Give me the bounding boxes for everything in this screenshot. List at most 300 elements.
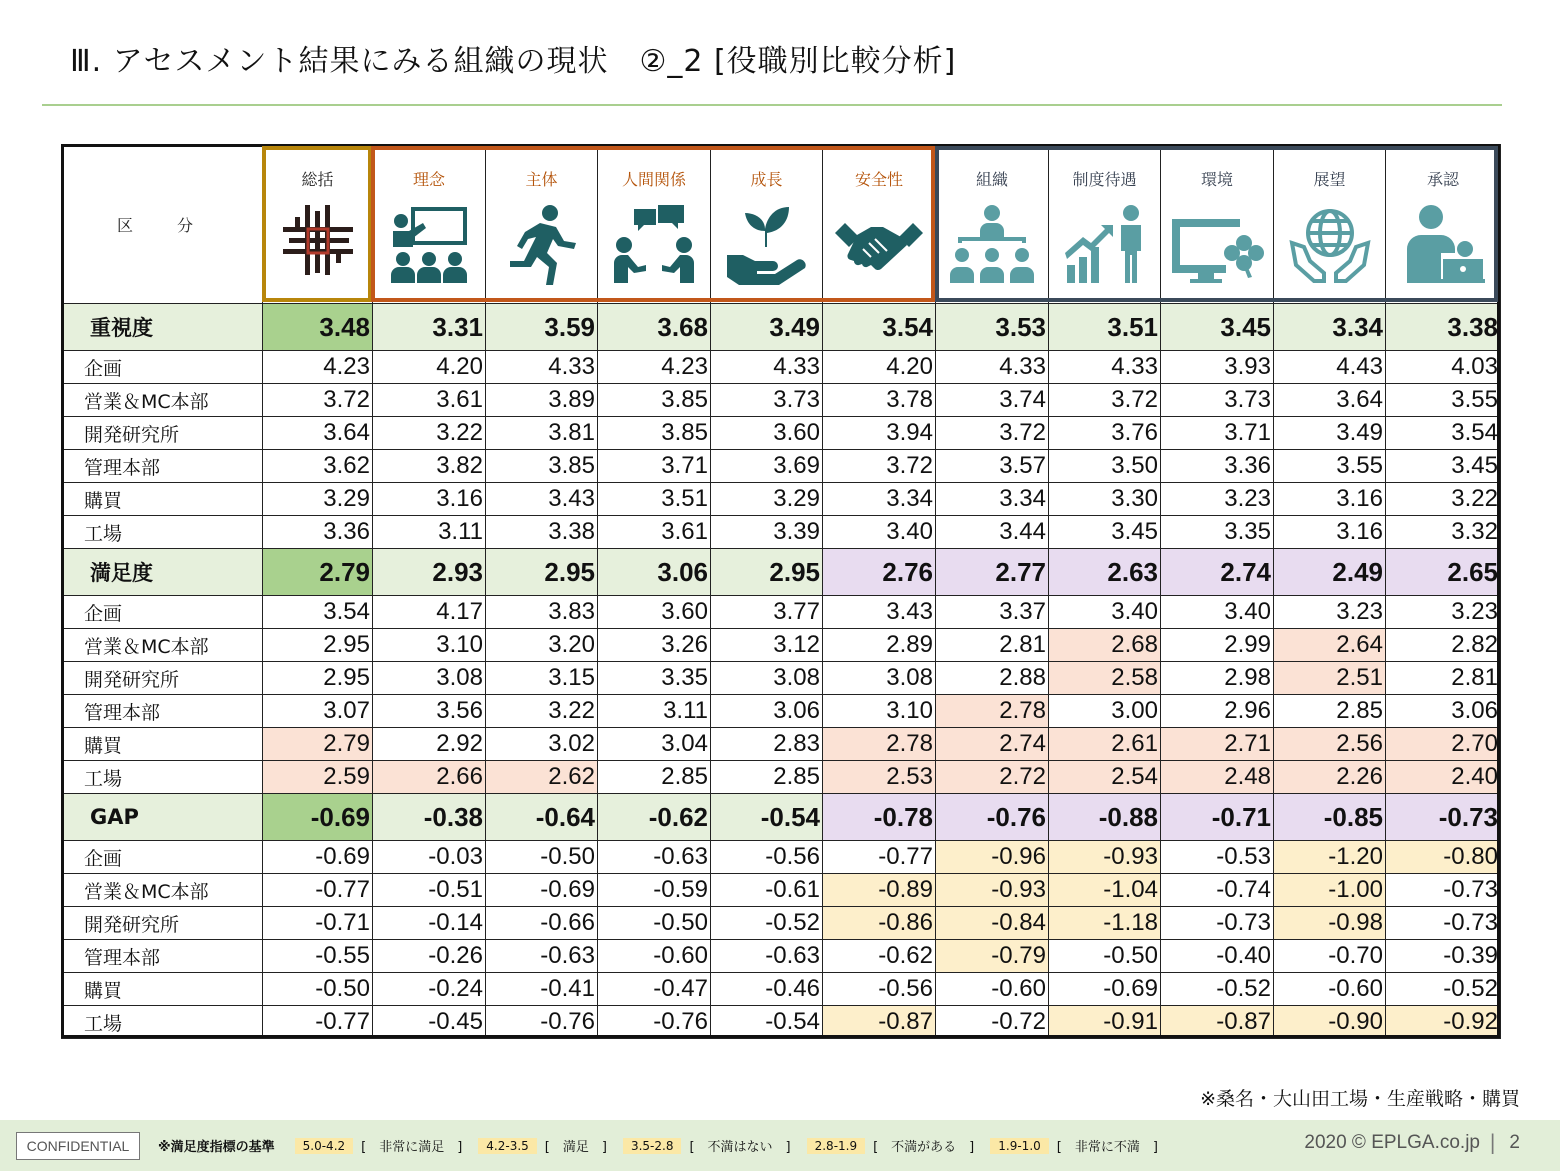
table-row (62, 907, 1501, 940)
value-cell: 4.23 (263, 351, 373, 384)
value-cell: -0.55 (263, 940, 373, 973)
col-label: 環境 (1200, 170, 1233, 189)
value-cell: -0.71 (263, 907, 373, 940)
runner-icon (500, 203, 584, 287)
value-cell: -0.77 (263, 874, 373, 907)
value-cell: -0.60 (936, 973, 1049, 1006)
value-cell: 3.60 (598, 596, 711, 629)
value-cell: 3.94 (823, 417, 936, 450)
col-label: 成長 (750, 170, 783, 189)
conversation-icon (612, 203, 696, 287)
value-cell: 3.40 (1161, 596, 1274, 629)
value-cell: 4.33 (486, 351, 598, 384)
value-cell: 3.00 (1049, 695, 1161, 728)
value-cell: -0.69 (486, 874, 598, 907)
value-cell: -0.52 (711, 907, 823, 940)
value-cell: 3.78 (823, 384, 936, 417)
value-cell: 2.74 (936, 728, 1049, 761)
summary-cell: -0.85 (1274, 794, 1386, 841)
table-row (62, 516, 1501, 549)
presentation-icon (387, 203, 471, 287)
value-cell: -0.50 (1049, 940, 1161, 973)
value-cell: 3.54 (1386, 417, 1501, 450)
table-row (62, 874, 1501, 907)
section-label: GAP (62, 794, 263, 841)
corner-label: 区 分 (62, 145, 263, 304)
summary-cell: 2.79 (263, 549, 373, 596)
value-cell: 3.08 (823, 662, 936, 695)
value-cell: -0.80 (1386, 841, 1501, 874)
value-cell: -0.69 (1049, 973, 1161, 1006)
value-cell: 3.36 (1161, 450, 1274, 483)
legend-range: 3.5-2.8 (623, 1138, 682, 1154)
value-cell: 2.92 (373, 728, 486, 761)
value-cell: 3.23 (1161, 483, 1274, 516)
summary-cell: 3.48 (263, 304, 373, 351)
legend-desc: [ 不満はない ] (689, 1140, 791, 1155)
assessment-table (61, 144, 1501, 1039)
col-label: 安全性 (854, 170, 903, 189)
col-header-compensation (1049, 145, 1161, 304)
value-cell: 3.55 (1274, 450, 1386, 483)
value-cell: 3.85 (598, 417, 711, 450)
department-label: 管理本部 (62, 940, 263, 973)
title-divider (42, 104, 1502, 106)
value-cell: -0.79 (936, 940, 1049, 973)
value-cell: -0.63 (711, 940, 823, 973)
value-cell: 3.45 (1049, 516, 1161, 549)
table-row (62, 384, 1501, 417)
value-cell: -0.52 (1386, 973, 1501, 1006)
summary-cell: 2.65 (1386, 549, 1501, 596)
handshake-icon (833, 203, 925, 287)
value-cell: -0.87 (1161, 1006, 1274, 1039)
value-cell: 3.64 (1274, 384, 1386, 417)
value-cell: 3.73 (1161, 384, 1274, 417)
value-cell: 3.73 (711, 384, 823, 417)
value-cell: 3.57 (936, 450, 1049, 483)
summary-cell: 2.76 (823, 549, 936, 596)
department-label: 工場 (62, 516, 263, 549)
copyright: 2020 © EPLGA.co.jp (1304, 1132, 1480, 1153)
value-cell: 2.95 (263, 662, 373, 695)
summary-cell: 2.77 (936, 549, 1049, 596)
value-cell: -0.91 (1049, 1006, 1161, 1039)
summary-cell: -0.88 (1049, 794, 1161, 841)
value-cell: 4.23 (598, 351, 711, 384)
col-label: 展望 (1313, 170, 1346, 189)
value-cell: 3.26 (598, 629, 711, 662)
value-cell: 3.35 (1161, 516, 1274, 549)
value-cell: 2.83 (711, 728, 823, 761)
value-cell: 3.43 (823, 596, 936, 629)
value-cell: 2.95 (263, 629, 373, 662)
value-cell: -0.93 (936, 874, 1049, 907)
summary-cell: 2.74 (1161, 549, 1274, 596)
value-cell: 4.33 (936, 351, 1049, 384)
summary-cell: -0.62 (598, 794, 711, 841)
section-label: 満足度 (62, 549, 263, 596)
globe-hands-icon (1288, 203, 1372, 287)
value-cell: -1.00 (1274, 874, 1386, 907)
value-cell: 2.66 (373, 761, 486, 794)
confidential-badge: CONFIDENTIAL (16, 1132, 140, 1160)
table-body (62, 304, 1501, 1039)
value-cell: 2.68 (1049, 629, 1161, 662)
table-row (62, 450, 1501, 483)
value-cell: 2.78 (936, 695, 1049, 728)
value-cell: 3.50 (1049, 450, 1161, 483)
value-cell: 3.12 (711, 629, 823, 662)
table-row (62, 973, 1501, 1006)
col-header-initiative (486, 145, 598, 304)
summary-cell: 3.59 (486, 304, 598, 351)
value-cell: 3.38 (486, 516, 598, 549)
value-cell: -0.39 (1386, 940, 1501, 973)
value-cell: -0.98 (1274, 907, 1386, 940)
page-title: Ⅲ. アセスメント結果にみる組織の現状 ②_2 [役職別比較分析] (70, 44, 957, 79)
value-cell: 3.72 (263, 384, 373, 417)
value-cell: -0.84 (936, 907, 1049, 940)
value-cell: 3.54 (263, 596, 373, 629)
col-label: 組織 (975, 170, 1008, 189)
value-cell: 3.22 (1386, 483, 1501, 516)
value-cell: 3.06 (1386, 695, 1501, 728)
value-cell: -0.46 (711, 973, 823, 1006)
summary-cell: 3.68 (598, 304, 711, 351)
value-cell: 2.82 (1386, 629, 1501, 662)
value-cell: 2.51 (1274, 662, 1386, 695)
value-cell: -0.50 (486, 841, 598, 874)
department-label: 企画 (62, 841, 263, 874)
value-cell: 3.72 (936, 417, 1049, 450)
value-cell: 3.71 (598, 450, 711, 483)
value-cell: -0.52 (1161, 973, 1274, 1006)
value-cell: 3.74 (936, 384, 1049, 417)
value-cell: -0.50 (263, 973, 373, 1006)
legend-desc: [ 満足 ] (544, 1140, 607, 1155)
department-label: 工場 (62, 1006, 263, 1039)
legend-range: 4.2-3.5 (478, 1138, 537, 1154)
value-cell: 4.20 (823, 351, 936, 384)
value-cell: -0.53 (1161, 841, 1274, 874)
value-cell: 2.99 (1161, 629, 1274, 662)
value-cell: 2.96 (1161, 695, 1274, 728)
value-cell: 3.61 (373, 384, 486, 417)
table-row (62, 662, 1501, 695)
value-cell: 3.23 (1274, 596, 1386, 629)
value-cell: -0.89 (823, 874, 936, 907)
legend-range: 5.0-4.2 (295, 1138, 354, 1154)
value-cell: -0.87 (823, 1006, 936, 1039)
value-cell: 3.71 (1161, 417, 1274, 450)
table-row (62, 629, 1501, 662)
department-label: 工場 (62, 761, 263, 794)
summary-cell: 3.34 (1274, 304, 1386, 351)
value-cell: 3.51 (598, 483, 711, 516)
value-cell: 3.43 (486, 483, 598, 516)
footer-bar (0, 1120, 1560, 1171)
value-cell: -0.90 (1274, 1006, 1386, 1039)
plant-hand-icon (725, 203, 809, 287)
department-label: 開発研究所 (62, 417, 263, 450)
value-cell: 3.34 (936, 483, 1049, 516)
footnote: ※桑名・大山田工場・生産戦略・購買 (1200, 1088, 1520, 1110)
summary-cell: 3.51 (1049, 304, 1161, 351)
value-cell: 3.08 (373, 662, 486, 695)
value-cell: -0.41 (486, 973, 598, 1006)
value-cell: -0.73 (1386, 874, 1501, 907)
value-cell: 3.45 (1386, 450, 1501, 483)
value-cell: -1.04 (1049, 874, 1161, 907)
value-cell: -0.54 (711, 1006, 823, 1039)
table-row (62, 695, 1501, 728)
legend-desc: [ 非常に不満 ] (1056, 1140, 1158, 1155)
value-cell: -0.96 (936, 841, 1049, 874)
value-cell: -0.40 (1161, 940, 1274, 973)
legend-range: 1.9-1.0 (990, 1138, 1049, 1154)
value-cell: 3.32 (1386, 516, 1501, 549)
col-label: 制度待遇 (1072, 170, 1137, 189)
value-cell: -1.18 (1049, 907, 1161, 940)
importance-summary-row (62, 304, 1501, 351)
value-cell: -0.93 (1049, 841, 1161, 874)
value-cell: 3.29 (263, 483, 373, 516)
summary-cell: 2.49 (1274, 549, 1386, 596)
table-row (62, 1006, 1501, 1039)
col-header-environment (1161, 145, 1274, 304)
value-cell: -0.73 (1161, 907, 1274, 940)
value-cell: 2.56 (1274, 728, 1386, 761)
value-cell: 3.72 (1049, 384, 1161, 417)
value-cell: -0.66 (486, 907, 598, 940)
value-cell: 3.10 (373, 629, 486, 662)
department-label: 営業＆MC本部 (62, 384, 263, 417)
value-cell: 2.61 (1049, 728, 1161, 761)
value-cell: -0.74 (1161, 874, 1274, 907)
value-cell: 3.36 (263, 516, 373, 549)
summary-cell: -0.76 (936, 794, 1049, 841)
col-label: 承認 (1426, 170, 1459, 189)
table-row (62, 351, 1501, 384)
value-cell: -0.72 (936, 1006, 1049, 1039)
value-cell: 3.76 (1049, 417, 1161, 450)
col-header-overall (263, 145, 373, 304)
value-cell: 3.83 (486, 596, 598, 629)
value-cell: 3.55 (1386, 384, 1501, 417)
value-cell: 3.85 (486, 450, 598, 483)
value-cell: 2.85 (598, 761, 711, 794)
legend-desc: [ 不満がある ] (873, 1140, 975, 1155)
value-cell: 2.72 (936, 761, 1049, 794)
department-label: 開発研究所 (62, 662, 263, 695)
value-cell: 4.17 (373, 596, 486, 629)
value-cell: 3.16 (1274, 516, 1386, 549)
value-cell: 3.20 (486, 629, 598, 662)
value-cell: 3.85 (598, 384, 711, 417)
summary-cell: 3.31 (373, 304, 486, 351)
department-label: 営業＆MC本部 (62, 874, 263, 907)
legend-desc: [ 非常に満足 ] (361, 1140, 463, 1155)
value-cell: 2.78 (823, 728, 936, 761)
summary-cell: -0.69 (263, 794, 373, 841)
value-cell: 3.11 (598, 695, 711, 728)
value-cell: 3.22 (373, 417, 486, 450)
monitor-clover-icon (1170, 203, 1264, 287)
department-label: 営業＆MC本部 (62, 629, 263, 662)
department-label: 企画 (62, 596, 263, 629)
value-cell: 3.82 (373, 450, 486, 483)
table-row (62, 841, 1501, 874)
value-cell: -0.24 (373, 973, 486, 1006)
value-cell: 3.34 (823, 483, 936, 516)
summary-cell: -0.71 (1161, 794, 1274, 841)
table-row (62, 940, 1501, 973)
value-cell: 4.33 (711, 351, 823, 384)
table-row (62, 596, 1501, 629)
summary-cell: 2.63 (1049, 549, 1161, 596)
value-cell: 3.40 (1049, 596, 1161, 629)
value-cell: 3.62 (263, 450, 373, 483)
value-cell: 3.30 (1049, 483, 1161, 516)
value-cell: 3.61 (598, 516, 711, 549)
value-cell: 3.02 (486, 728, 598, 761)
value-cell: -0.76 (486, 1006, 598, 1039)
summary-cell: -0.54 (711, 794, 823, 841)
value-cell: -0.76 (598, 1006, 711, 1039)
value-cell: -0.03 (373, 841, 486, 874)
value-cell: 3.11 (373, 516, 486, 549)
overview-grid-icon (281, 203, 355, 277)
col-header-organization (936, 145, 1049, 304)
value-cell: 2.26 (1274, 761, 1386, 794)
value-cell: 3.56 (373, 695, 486, 728)
value-cell: -0.92 (1386, 1006, 1501, 1039)
value-cell: -0.60 (1274, 973, 1386, 1006)
value-cell: -0.63 (598, 841, 711, 874)
col-label: 人間関係 (621, 170, 686, 189)
org-chart-icon (948, 203, 1036, 287)
summary-cell: -0.78 (823, 794, 936, 841)
value-cell: 2.85 (711, 761, 823, 794)
department-label: 開発研究所 (62, 907, 263, 940)
value-cell: 4.03 (1386, 351, 1501, 384)
col-label: 理念 (412, 170, 445, 189)
value-cell: 3.15 (486, 662, 598, 695)
value-cell: 3.60 (711, 417, 823, 450)
value-cell: 3.22 (486, 695, 598, 728)
value-cell: -0.56 (823, 973, 936, 1006)
col-label: 主体 (525, 170, 558, 189)
summary-cell: 3.54 (823, 304, 936, 351)
value-cell: 3.16 (1274, 483, 1386, 516)
value-cell: -0.73 (1386, 907, 1501, 940)
value-cell: 2.88 (936, 662, 1049, 695)
value-cell: 2.54 (1049, 761, 1161, 794)
value-cell: 2.62 (486, 761, 598, 794)
value-cell: 3.72 (823, 450, 936, 483)
summary-cell: 2.93 (373, 549, 486, 596)
value-cell: -0.50 (598, 907, 711, 940)
summary-cell: 3.53 (936, 304, 1049, 351)
value-cell: 3.06 (711, 695, 823, 728)
summary-cell: -0.38 (373, 794, 486, 841)
value-cell: 3.93 (1161, 351, 1274, 384)
summary-cell: 3.06 (598, 549, 711, 596)
value-cell: -0.86 (823, 907, 936, 940)
summary-cell: -0.64 (486, 794, 598, 841)
value-cell: 3.16 (373, 483, 486, 516)
department-label: 企画 (62, 351, 263, 384)
value-cell: 3.89 (486, 384, 598, 417)
value-cell: -0.60 (598, 940, 711, 973)
value-cell: 2.59 (263, 761, 373, 794)
value-cell: 3.81 (486, 417, 598, 450)
summary-cell: -0.73 (1386, 794, 1501, 841)
value-cell: -0.45 (373, 1006, 486, 1039)
summary-cell: 3.38 (1386, 304, 1501, 351)
growth-chart-person-icon (1063, 203, 1147, 287)
value-cell: -0.77 (823, 841, 936, 874)
value-cell: -0.69 (263, 841, 373, 874)
value-cell: -0.70 (1274, 940, 1386, 973)
department-label: 管理本部 (62, 695, 263, 728)
legend-range: 2.8-1.9 (807, 1138, 866, 1154)
value-cell: 2.81 (936, 629, 1049, 662)
value-cell: 3.04 (598, 728, 711, 761)
summary-cell: 2.95 (711, 549, 823, 596)
value-cell: 3.07 (263, 695, 373, 728)
value-cell: -0.62 (823, 940, 936, 973)
value-cell: 3.64 (263, 417, 373, 450)
value-cell: -0.47 (598, 973, 711, 1006)
table-row (62, 761, 1501, 794)
satisfaction-summary-row (62, 549, 1501, 596)
value-cell: -0.77 (263, 1006, 373, 1039)
summary-cell: 3.49 (711, 304, 823, 351)
value-cell: 4.43 (1274, 351, 1386, 384)
value-cell: -1.20 (1274, 841, 1386, 874)
value-cell: 3.44 (936, 516, 1049, 549)
col-label: 総括 (301, 170, 334, 189)
value-cell: 2.89 (823, 629, 936, 662)
summary-cell: 2.95 (486, 549, 598, 596)
value-cell: 2.48 (1161, 761, 1274, 794)
value-cell: 4.33 (1049, 351, 1161, 384)
legend-title: ※満足度指標の基準 (158, 1140, 275, 1155)
col-header-relationships (598, 145, 711, 304)
value-cell: 3.69 (711, 450, 823, 483)
value-cell: 3.49 (1274, 417, 1386, 450)
value-cell: 2.81 (1386, 662, 1501, 695)
value-cell: 4.20 (373, 351, 486, 384)
value-cell: 2.40 (1386, 761, 1501, 794)
department-label: 購買 (62, 728, 263, 761)
department-label: 管理本部 (62, 450, 263, 483)
table-row (62, 483, 1501, 516)
value-cell: 2.70 (1386, 728, 1501, 761)
value-cell: -0.61 (711, 874, 823, 907)
value-cell: 3.39 (711, 516, 823, 549)
value-cell: 2.79 (263, 728, 373, 761)
col-header-recognition (1386, 145, 1501, 304)
col-header-growth (711, 145, 823, 304)
col-header-philosophy (373, 145, 486, 304)
value-cell: 3.37 (936, 596, 1049, 629)
footer-separator: | (1489, 1130, 1496, 1154)
summary-cell: 3.45 (1161, 304, 1274, 351)
value-cell: 3.23 (1386, 596, 1501, 629)
